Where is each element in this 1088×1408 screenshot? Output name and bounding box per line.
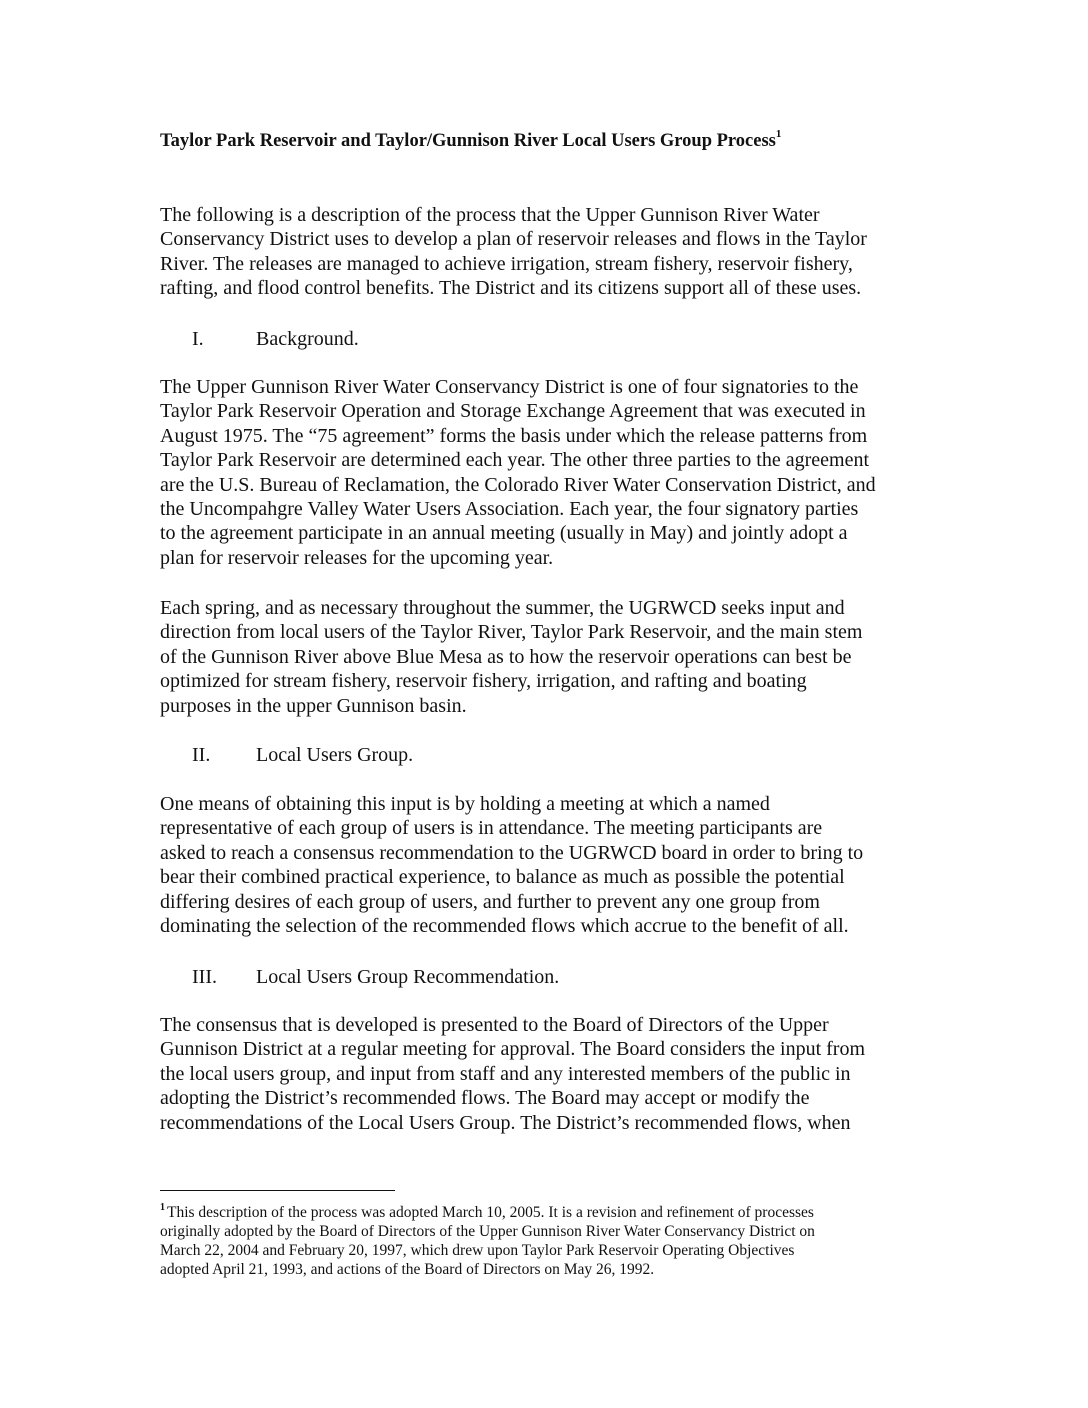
section-number: III. <box>192 966 217 988</box>
paragraph-line: The Upper Gunnison River Water Conservancy District is one of four signatories to the <box>160 376 859 398</box>
paragraph-line: Conservancy District uses to develop a plan of reservoir releases and flows in the Taylor <box>160 228 867 251</box>
paragraph-line: The following is a description of the process that the Upper Gunnison River Water <box>160 204 820 226</box>
paragraph-line: asked to reach a consensus recommendation to the UGRWCD board in order to bring to <box>160 841 864 864</box>
section-number: I. <box>192 328 204 350</box>
paragraph-line: representative of each group of users is in attendance. The meeting participants are <box>160 817 823 840</box>
title-footnote-marker: 1 <box>775 128 782 140</box>
footnote-marker: 1 <box>160 1202 165 1213</box>
paragraph-line: purposes in the upper Gunnison basin. <box>160 694 467 717</box>
paragraph-line: of the Gunnison River above Blue Mesa as to how the reservoir operations can best be <box>160 645 852 668</box>
local-users-paragraph <box>160 792 940 938</box>
document-title <box>160 130 781 152</box>
recommendation-paragraph <box>160 1013 940 1135</box>
paragraph-line: optimized for stream fishery, reservoir fishery, irrigation, and rafting and boating <box>160 670 807 693</box>
section-label: Background. <box>256 328 359 350</box>
paragraph-line: bear their combined practical experience, to balance as much as possible the potential <box>160 866 845 889</box>
paragraph-line: August 1975. The “75 agreement” forms the basis under which the release patterns from <box>160 424 868 447</box>
paragraph-line: the local users group, and input from staff and any interested members of the public in <box>160 1062 851 1085</box>
paragraph-line: Each spring, and as necessary throughout the summer, the UGRWCD seeks input and <box>160 597 845 619</box>
paragraph-line: differing desires of each group of users, and further to prevent any one group from <box>160 890 820 913</box>
paragraph-line: the Uncompahgre Valley Water Users Association. Each year, the four signatory parties <box>160 498 859 521</box>
footnote-separator <box>160 1190 395 1191</box>
paragraph-line: to the agreement participate in an annual meeting (usually in May) and jointly adopt a <box>160 522 848 545</box>
intro-paragraph <box>160 203 940 301</box>
paragraph-line: plan for reservoir releases for the upcoming year. <box>160 546 554 569</box>
paragraph-line: Gunnison District at a regular meeting for approval. The Board considers the input from <box>160 1038 865 1061</box>
footnote-line <box>160 1199 940 1222</box>
footnote-line: March 22, 2004 and February 20, 1997, which drew upon Taylor Park Reservoir Operating Objectives <box>160 1242 795 1260</box>
footnote-text: This description of the process was adopted March 10, 2005. It is a revision and refinement of processes <box>167 1204 814 1222</box>
section-label: Local Users Group Recommendation. <box>256 966 560 988</box>
paragraph-line: recommendations of the Local Users Group. The District’s recommended flows, when <box>160 1111 851 1134</box>
section-heading-local-users <box>192 743 592 767</box>
section-number: II. <box>192 744 211 766</box>
footnote-line: originally adopted by the Board of Directors of the Upper Gunnison River Water Conservancy District on <box>160 1223 815 1241</box>
paragraph-line: The consensus that is developed is presented to the Board of Directors of the Upper <box>160 1014 829 1036</box>
paragraph-line: are the U.S. Bureau of Reclamation, the Colorado River Water Conservation District, and <box>160 473 876 496</box>
paragraph-line: Taylor Park Reservoir are determined each year. The other three parties to the agreement <box>160 449 870 472</box>
paragraph-line: One means of obtaining this input is by holding a meeting at which a named <box>160 793 770 815</box>
paragraph-line: dominating the selection of the recommended flows which accrue to the benefit of all. <box>160 915 849 938</box>
paragraph-line: direction from local users of the Taylor River, Taylor Park Reservoir, and the main stem <box>160 621 863 644</box>
paragraph-line: rafting, and flood control benefits. The District and its citizens support all of these uses. <box>160 277 862 300</box>
paragraph-line: adopting the District’s recommended flows. The Board may accept or modify the <box>160 1087 810 1110</box>
paragraph-line: Taylor Park Reservoir Operation and Storage Exchange Agreement that was executed in <box>160 400 866 423</box>
background-paragraph-1 <box>160 375 940 570</box>
section-heading-background <box>192 327 592 351</box>
footnote-line: adopted April 21, 1993, and actions of the Board of Directors on May 26, 1992. <box>160 1261 655 1279</box>
section-heading-recommendation <box>192 965 692 989</box>
section-label: Local Users Group. <box>256 744 414 766</box>
title-text: Taylor Park Reservoir and Taylor/Gunnison River Local Users Group Process <box>160 131 776 152</box>
paragraph-line: River. The releases are managed to achieve irrigation, stream fishery, reservoir fishery, <box>160 252 853 275</box>
background-paragraph-2 <box>160 596 940 718</box>
footnote <box>160 1199 940 1280</box>
